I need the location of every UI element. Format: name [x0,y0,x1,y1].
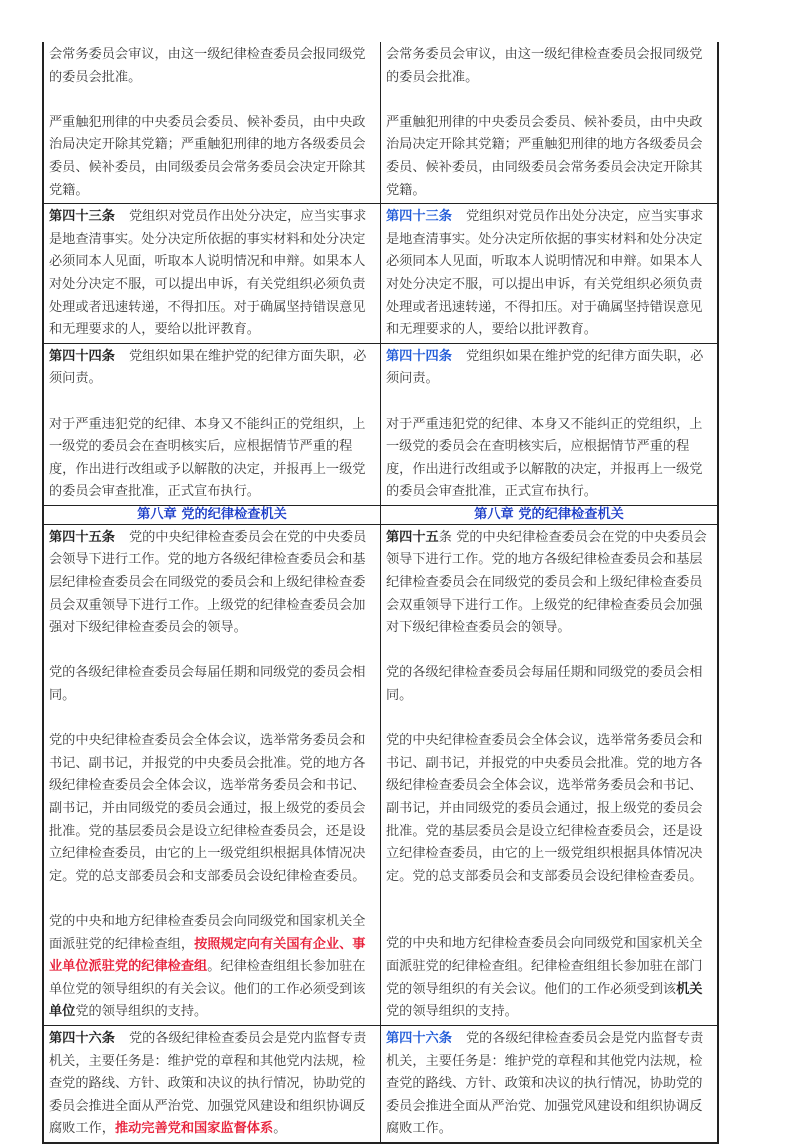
text-run: 。纪律检查组组长参加驻在单位党的领导组织的有关会议。他们的工作必须受到该 [49,959,366,997]
article-label: 第四十六条 [49,1030,115,1046]
article-text: 党的各级纪律检查委员会是党内监督专责机关，主要任务是：维护党的章程和其他党内法规，检查党的路线、方针、政策和决议的执行情况，协助党的委员会推进全面从严治党、加强党风建设和组织协调反腐败工作， [49,1030,367,1137]
article-text: 党组织对党员作出处分决定，应当实事求是地查清事实。处分决定所依据的事实材料和处分决定必须同本人见面，听取本人说明情况和申辩。如果本人对处分决定不服，可以提出申诉，有关党组织必须负责处理或者迅速转递，不得扣压。对于确属坚持错误意见和无理要求的人，要给以批评教育。 [49,209,367,338]
article-text: 党的中央纪律检查委员会在党的中央委员会领导下进行工作。党的地方各级纪律检查委员会和基层纪律检查委员会在同级党的委员会和上级纪律检查委员会双重领导下进行工作。上级党的纪律检查委员会加强对下级纪律检查委员会的领导。 [49,529,367,636]
text-run: 党的中央和地方纪律检查委员会向同级党和国家机关全面派驻党的纪律检查组。纪律检查组组长参加驻在部门党的领导组织的有关会议。他们的工作必须受到该 [386,936,703,997]
table-row [43,1025,718,1142]
paragraph: 对于严重违犯党的纪律、本身又不能纠正的党组织，上一级党的委员会在查明核实后，应根据情节严重的程度，作出进行改组或予以解散的决定，并报再上一级党的委员会审查批准，正式宣布执行。 [49,416,366,500]
article-label-tail: 条 [438,529,452,545]
chapter-heading: 第八章 党的纪律检查机关 [381,505,719,524]
new-version-cell [381,343,719,505]
text-run: 。 [273,1121,287,1137]
table-row [43,204,718,344]
new-version-cell [381,204,719,344]
old-version-cell [43,524,381,1025]
article-label: 第四十四条 [386,348,452,364]
paragraph: 会常务委员会审议，由这一级纪律检查委员会报同级党的委员会批准。 [49,47,366,85]
article-label: 第四十五 [386,529,439,545]
article-text: 党的中央纪律检查委员会在党的中央委员会领导下进行工作。党的地方各级纪律检查委员会和基层纪律检查委员会在同级党的委员会和上级纪律检查委员会双重领导下进行工作。上级党的纪律检查委员会加强对下级纪律检查委员会的领导。 [386,529,707,636]
paragraph: 党的中央纪律检查委员会全体会议，选举常务委员会和书记、副书记，并报党的中央委员会批准。党的地方各级纪律检查委员会全体会议，选举常务委员会和书记、副书记，并由同级党的委员会通过，报上级党的委员会批准。党的基层委员会是设立纪律检查委员会，还是设立纪律检查委员，由它的上一级党组织根据具体情况决定。党的总支部委员会和支部委员会设纪律检查委员。 [49,733,366,884]
text-run: 党的领导组织的支持。 [386,1004,518,1020]
paragraph: 严重触犯刑律的中央委员会委员、候补委员，由中央政治局决定开除其党籍；严重触犯刑律的地方各级委员会委员、候补委员，由同级委员会常务委员会决定开除其党籍。 [49,114,366,198]
paragraph: 对于严重违犯党的纪律、本身又不能纠正的党组织，上一级党的委员会在查明核实后，应根据情节严重的程度，作出进行改组或予以解散的决定，并报再上一级党的委员会审查批准，正式宣布执行。 [386,416,703,500]
old-version-cell [43,343,381,505]
table-row [43,42,718,204]
chapter-heading-row [43,505,718,524]
paragraph: 党的中央纪律检查委员会全体会议，选举常务委员会和书记、副书记，并报党的中央委员会批准。党的地方各级纪律检查委员会全体会议，选举常务委员会和书记、副书记，并由同级党的委员会通过，报上级党的委员会批准。党的基层委员会是设立纪律检查委员会，还是设立纪律检查委员，由它的上一级党组织根据具体情况决定。党的总支部委员会和支部委员会设纪律检查委员。 [386,733,703,884]
paragraph: 会常务委员会审议，由这一级纪律检查委员会报同级党的委员会批准。 [386,47,703,85]
new-version-cell [381,42,719,204]
old-version-cell [43,204,381,344]
old-version-cell [43,42,381,204]
chapter-heading: 第八章 党的纪律检查机关 [43,505,381,524]
comparison-table [42,42,719,1144]
old-version-cell [43,1025,381,1142]
new-version-cell [381,524,719,1025]
highlighted-addition: 按照规定向有关国有企业、事业单位派驻党的纪律检查组 [49,936,366,975]
new-version-cell [381,1025,719,1142]
article-text: 党的各级纪律检查委员会是党内监督专责机关，主要任务是：维护党的章程和其他党内法规，检查党的路线、方针、政策和决议的执行情况，协助党的委员会推进全面从严治党、加强党风建设和组织协调反腐败工作。 [386,1030,704,1137]
article-text: 党组织如果在维护党的纪律方面失职，必须问责。 [386,348,704,387]
article-text: 党组织如果在维护党的纪律方面失职，必须问责。 [49,348,367,387]
table-row [43,343,718,505]
article-label: 第四十三条 [386,209,452,225]
article-label: 第四十五条 [49,529,115,545]
highlighted-addition: 推动完善党和国家监督体系 [114,1121,274,1137]
text-run: 党的领导组织的支持。 [75,1004,208,1020]
paragraph: 党的各级纪律检查委员会每届任期和同级党的委员会相同。 [49,665,366,704]
highlighted-change: 机关 [676,981,703,997]
highlighted-change: 单位 [49,1004,76,1020]
article-label: 第四十三条 [49,209,115,225]
text-run: 党的中央和地方纪律检查委员会向同级党和国家机关全面派驻党的纪律检查组， [49,913,366,952]
table-row [43,524,718,1025]
article-text: 党组织对党员作出处分决定，应当实事求是地查清事实。处分决定所依据的事实材料和处分决定必须同本人见面，听取本人说明情况和申辩。如果本人对处分决定不服，可以提出申诉，有关党组织必须负责处理或者迅速转递，不得扣压。对于确属坚持错误意见和无理要求的人，要给以批评教育。 [386,209,704,338]
article-label: 第四十六条 [386,1030,452,1046]
paragraph: 党的各级纪律检查委员会每届任期和同级党的委员会相同。 [386,665,703,704]
paragraph: 严重触犯刑律的中央委员会委员、候补委员，由中央政治局决定开除其党籍；严重触犯刑律的地方各级委员会委员、候补委员，由同级委员会常务委员会决定开除其党籍。 [386,114,703,198]
article-label: 第四十四条 [49,348,115,364]
